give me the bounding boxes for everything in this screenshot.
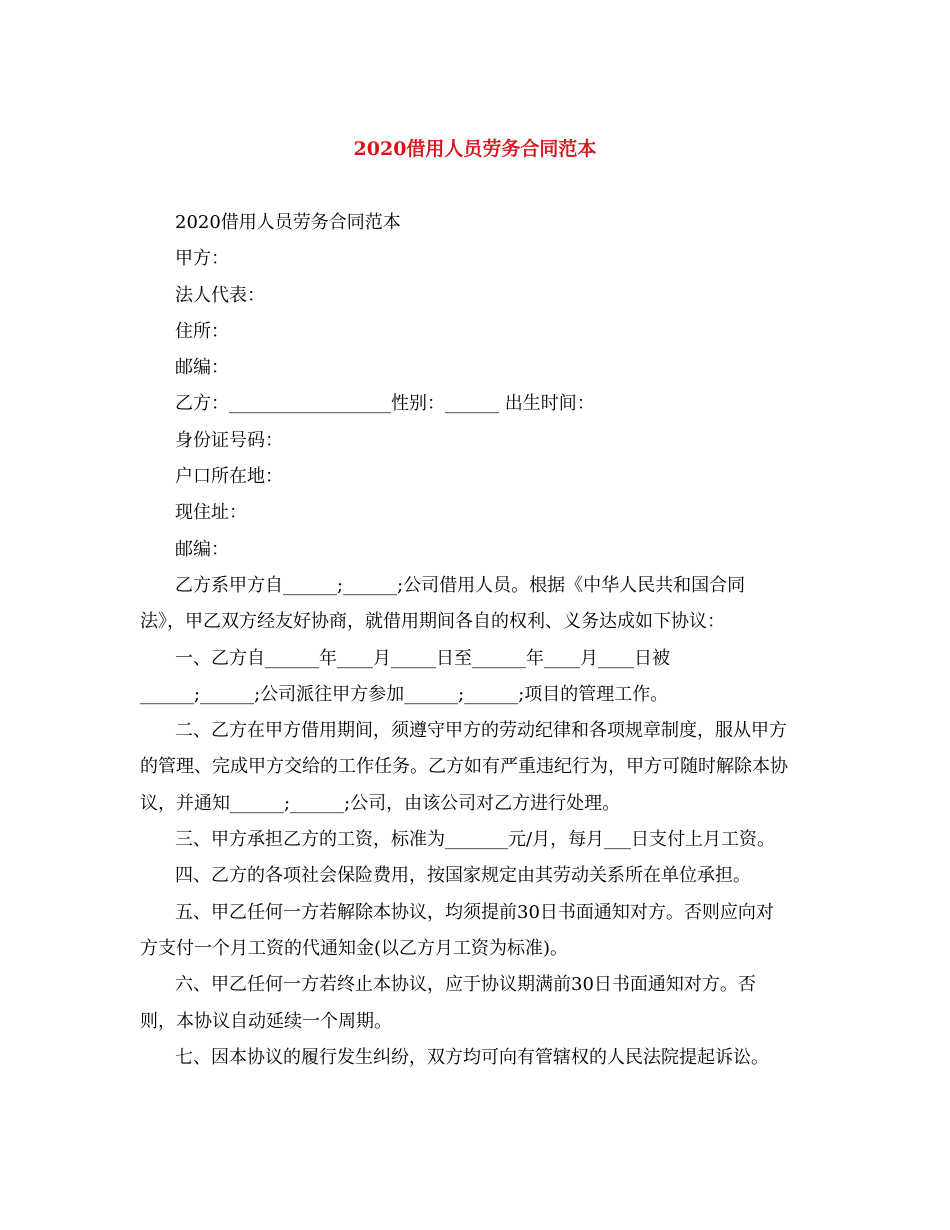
- body-line: 方支付一个月工资的代通知金(以乙方月工资为标准)。: [140, 937, 569, 959]
- body-line: 七、因本协议的履行发生纠纷，双方均可向有管辖权的人民法院提起诉讼。: [175, 1046, 769, 1068]
- body-line: 的管理、完成甲方交给的工作任务。乙方如有严重违纪行为，甲方可随时解除本协: [140, 756, 788, 778]
- body-line: 则，本协议自动延续一个周期。: [140, 1010, 392, 1032]
- body-line: 法人代表：: [175, 284, 265, 306]
- document-title: 2020借用人员劳务合同范本: [353, 138, 597, 160]
- body-line: 一、乙方自______年____月_____日至______年____月____日被: [175, 647, 670, 669]
- body-line: 乙方系甲方自______;______;公司借用人员。根据《中华人民共和国合同: [175, 574, 746, 596]
- body-line: 五、甲乙任何一方若解除本协议，均须提前30日书面通知对方。否则应向对: [175, 901, 774, 923]
- body-line: 2020借用人员劳务合同范本: [175, 212, 401, 233]
- body-line: 身份证号码：: [175, 429, 283, 451]
- body-line: 六、甲乙任何一方若终止本协议，应于协议期满前30日书面通知对方。否: [175, 974, 756, 996]
- body-line: ______;______;公司派往甲方参加______;______;项目的管理工作。: [140, 683, 669, 705]
- document-body: [140, 205, 800, 1076]
- body-line: 户口所在地：: [175, 466, 283, 488]
- body-line: 法》，甲乙双方经友好协商，就借用期间各自的权利、义务达成如下协议：: [140, 611, 725, 633]
- body-line: 四、乙方的各项社会保险费用，按国家规定由其劳动关系所在单位承担。: [175, 865, 751, 887]
- body-line: 邮编：: [175, 538, 229, 560]
- body-line: 邮编：: [175, 357, 229, 379]
- body-line: 乙方：__________________性别：______ 出生时间：: [175, 393, 595, 415]
- body-line: 三、甲方承担乙方的工资，标准为_______元/月，每月___日支付上月工资。: [175, 829, 776, 851]
- body-line: 议，并通知______;______;公司，由该公司对乙方进行处理。: [140, 792, 621, 814]
- body-line: 二、乙方在甲方借用期间，须遵守甲方的劳动纪律和各项规章制度，服从甲方: [175, 720, 787, 742]
- body-line: 甲方：: [175, 248, 229, 270]
- body-line: 住所：: [175, 320, 229, 342]
- body-line: 现住址：: [175, 502, 247, 524]
